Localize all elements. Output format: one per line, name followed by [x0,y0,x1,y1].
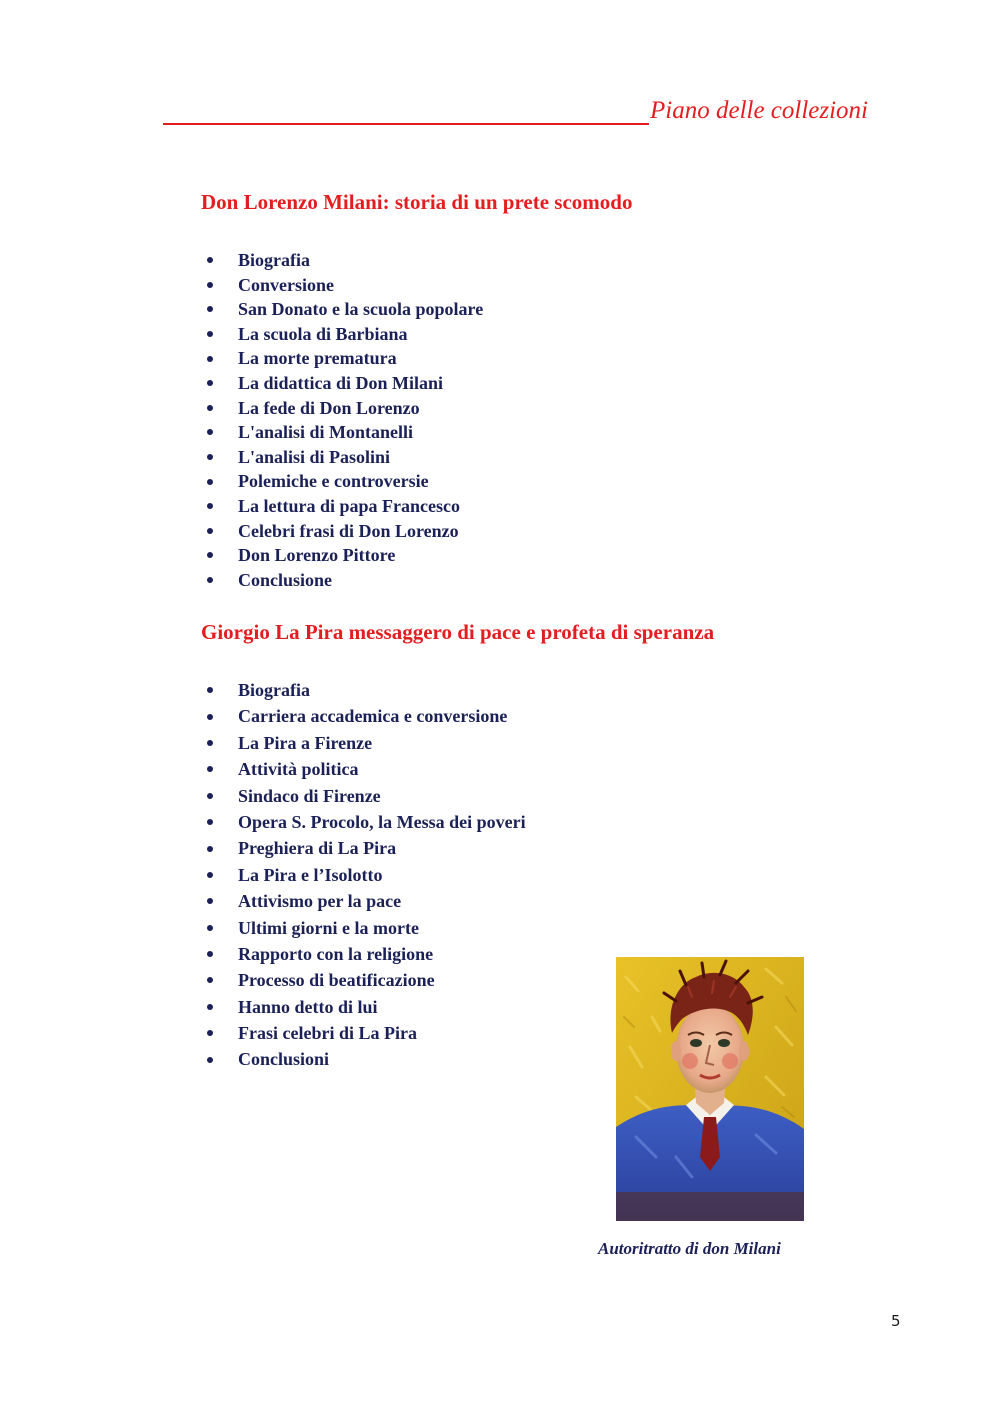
list-item-label: Rapporto con la religione [238,943,434,964]
list-item-label: La Pira e l’Isolotto [238,864,383,885]
section-title-milani: Don Lorenzo Milani: storia di un prete scomodo [201,190,633,214]
list-item-label: La fede di Don Lorenzo [238,397,420,418]
list-item-label: La scuola di Barbiana [238,323,408,344]
bullet-icon [207,925,213,931]
list-item [201,967,526,993]
list-item-label: Celebri frasi di Don Lorenzo [238,520,459,541]
bullet-icon [207,577,213,583]
list-item-label: La morte prematura [238,348,397,369]
list-item-label: Polemiche e controversie [238,471,429,492]
list-item [201,297,483,322]
list-item [201,888,526,914]
bullet-icon [207,846,213,852]
list-item [201,1046,526,1072]
list-item [201,371,483,396]
bullet-icon [207,714,213,720]
bullet-icon [207,766,213,772]
bullet-icon [207,1057,213,1063]
list-item-label: Preghiera di La Pira [238,838,397,859]
bullet-icon [207,898,213,904]
figure-caption: Autoritratto di don Milani [598,1239,781,1258]
bullet-icon [207,405,213,411]
bullet-icon [207,331,213,337]
list-item-label: Hanno detto di lui [238,996,378,1017]
header-rule [163,123,649,125]
list-item-label: La Pira a Firenze [238,732,373,753]
bullet-icon [207,503,213,509]
bullet-icon [207,793,213,799]
section-title-la-pira: Giorgio La Pira messaggero di pace e profeta di speranza [201,620,715,644]
bullet-icon [207,282,213,288]
list-item [201,994,526,1020]
list-item-label: La lettura di papa Francesco [238,495,460,516]
bullet-icon [207,740,213,746]
list-item-label: La didattica di Don Milani [238,372,444,393]
bullet-icon [207,552,213,558]
bullet-icon [207,429,213,435]
list-item [201,346,483,371]
list-item-label: Don Lorenzo Pittore [238,545,396,566]
list-item-label: Attività politica [238,759,359,780]
running-header-title: Piano delle collezioni [650,97,869,124]
list-item [201,420,483,445]
topic-list-milani [201,248,483,592]
bullet-icon [207,356,213,362]
list-item-label: San Donato e la scuola popolare [238,299,484,320]
list-item [201,248,483,273]
list-item-label: Ultimi giorni e la morte [238,917,419,938]
list-item [201,322,483,347]
list-item [201,494,483,519]
topic-list-la-pira [201,677,526,1073]
list-item-label: L'analisi di Pasolini [238,446,391,467]
list-item [201,677,526,703]
list-item [201,703,526,729]
list-item-label: Conclusioni [238,1049,330,1070]
bullet-icon [207,819,213,825]
list-item-label: Attivismo per la pace [238,891,402,912]
bullet-icon [207,872,213,878]
list-item [201,469,483,494]
list-item [201,396,483,421]
list-item-label: Frasi celebri di La Pira [238,1023,417,1044]
list-item [201,1020,526,1046]
bullet-icon [207,977,213,983]
list-item [201,756,526,782]
bullet-icon [207,380,213,386]
bullet-icon [207,951,213,957]
list-item [201,730,526,756]
list-item [201,783,526,809]
list-item-label: Biografia [238,680,310,700]
list-item-label: Carriera accademica e conversione [238,706,508,727]
bullet-icon [207,528,213,534]
list-item-label: Opera S. Procolo, la Messa dei poveri [238,811,526,832]
list-item-label: Processo di beatificazione [238,970,435,991]
list-item [201,835,526,861]
bullet-icon [207,1030,213,1036]
bullet-icon [207,687,213,693]
list-item [201,273,483,298]
bullet-icon [207,1004,213,1010]
bullet-icon [207,306,213,312]
list-item-label: L'analisi di Montanelli [238,422,414,443]
list-item [201,809,526,835]
list-item [201,519,483,544]
bullet-icon [207,479,213,485]
list-item [201,445,483,470]
list-item-label: Conversione [238,274,334,295]
bullet-icon [207,454,213,460]
list-item-label: Sindaco di Firenze [238,785,381,806]
bullet-icon [207,257,213,263]
list-item [201,915,526,941]
list-item [201,568,483,593]
list-item-label: Conclusione [238,569,333,590]
list-item [201,543,483,568]
self-portrait-painting [616,957,804,1221]
list-item [201,941,526,967]
page-number: 5 [891,1312,901,1330]
list-item [201,862,526,888]
list-item-label: Biografia [238,250,310,270]
